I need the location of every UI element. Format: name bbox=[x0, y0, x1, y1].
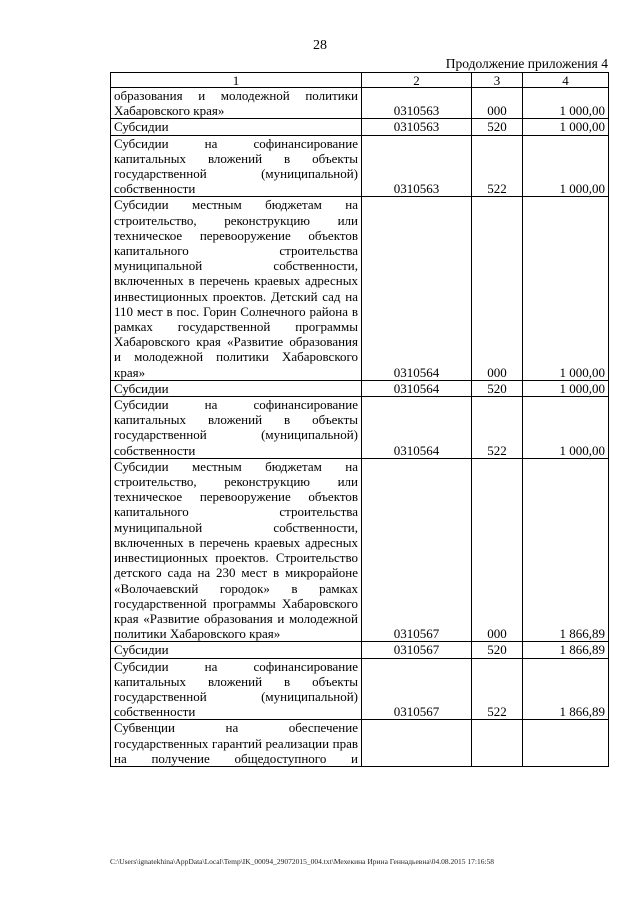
target-article-code: 0310567 bbox=[362, 458, 472, 641]
row-description: Субсидии на софинансирование капитальных вложений в объекты государственной (муниципальной) собственности bbox=[111, 658, 362, 720]
amount: 1 000,00 bbox=[523, 135, 609, 197]
expense-type-code: 520 bbox=[472, 642, 523, 658]
target-article-code: 0310567 bbox=[362, 658, 472, 720]
column-header: 1 bbox=[111, 73, 362, 88]
expense-type-code: 000 bbox=[472, 88, 523, 119]
table-row bbox=[111, 397, 609, 459]
target-article-code: 0310563 bbox=[362, 119, 472, 135]
amount bbox=[523, 720, 609, 767]
table-row bbox=[111, 458, 609, 641]
footer-file-path: C:\Users\ignatekhina\AppData\Local\Temp\IK_00094_29072015_004.txt\Мехекина Ирина Геннадьевна\04.08.2015 17:16:58 bbox=[110, 857, 495, 866]
amount: 1 866,89 bbox=[523, 642, 609, 658]
table-row bbox=[111, 88, 609, 119]
expense-type-code: 520 bbox=[472, 119, 523, 135]
column-header: 3 bbox=[472, 73, 523, 88]
expense-type-code: 000 bbox=[472, 197, 523, 380]
target-article-code bbox=[362, 720, 472, 767]
appendix-note: Продолжение приложения 4 bbox=[445, 56, 608, 71]
page-number: 28 bbox=[313, 38, 327, 53]
table-row bbox=[111, 720, 609, 767]
column-header: 4 bbox=[523, 73, 609, 88]
target-article-code: 0310564 bbox=[362, 197, 472, 380]
target-article-code: 0310567 bbox=[362, 642, 472, 658]
table-row bbox=[111, 642, 609, 658]
amount: 1 000,00 bbox=[523, 88, 609, 119]
row-description: Субсидии bbox=[111, 642, 362, 658]
row-description: Субсидии на софинансирование капитальных вложений в объекты государственной (муниципальной) собственности bbox=[111, 397, 362, 459]
row-description: образования и молодежной политики Хабаровского края» bbox=[111, 88, 362, 119]
expense-type-code: 522 bbox=[472, 658, 523, 720]
amount: 1 000,00 bbox=[523, 197, 609, 380]
table-header-row bbox=[111, 73, 609, 88]
target-article-code: 0310564 bbox=[362, 380, 472, 396]
amount: 1 866,89 bbox=[523, 658, 609, 720]
row-description: Субвенции на обеспечение государственных гарантий реализации прав на получение общедоступного и bbox=[111, 720, 362, 767]
amount: 1 000,00 bbox=[523, 119, 609, 135]
target-article-code: 0310563 bbox=[362, 135, 472, 197]
table-row bbox=[111, 658, 609, 720]
table-row bbox=[111, 135, 609, 197]
amount: 1 000,00 bbox=[523, 397, 609, 459]
row-description: Субсидии местным бюджетам на строительство, реконструкцию или техническое перевооружение объектов капитального строительства муниципальной собственности, включенных в перечень краевых адресных инвестиционных проектов. Строительство детского сада на 230 мест в микрорайоне «Волочаевский городок» в рамках государственной программы Хабаровского края «Развитие образования и молодежной политики Хабаровского края» bbox=[111, 458, 362, 641]
table-row bbox=[111, 197, 609, 380]
row-description: Субсидии на софинансирование капитальных вложений в объекты государственной (муниципальной) собственности bbox=[111, 135, 362, 197]
expense-type-code: 522 bbox=[472, 397, 523, 459]
budget-table bbox=[110, 72, 609, 767]
expense-type-code: 520 bbox=[472, 380, 523, 396]
column-header: 2 bbox=[362, 73, 472, 88]
row-description: Субсидии bbox=[111, 119, 362, 135]
expense-type-code: 000 bbox=[472, 458, 523, 641]
expense-type-code: 522 bbox=[472, 135, 523, 197]
table-row bbox=[111, 380, 609, 396]
table-row bbox=[111, 119, 609, 135]
amount: 1 866,89 bbox=[523, 458, 609, 641]
target-article-code: 0310564 bbox=[362, 397, 472, 459]
row-description: Субсидии местным бюджетам на строительство, реконструкцию или техническое перевооружение объектов капитального строительства муниципальной собственности, включенных в перечень краевых адресных инвестиционных проектов. Детский сад на 110 мест в пос. Горин Солнечного района в рамках государственной программы Хабаровского края «Развитие образования и молодежной политики Хабаровского края» bbox=[111, 197, 362, 380]
amount: 1 000,00 bbox=[523, 380, 609, 396]
target-article-code: 0310563 bbox=[362, 88, 472, 119]
expense-type-code bbox=[472, 720, 523, 767]
row-description: Субсидии bbox=[111, 380, 362, 396]
